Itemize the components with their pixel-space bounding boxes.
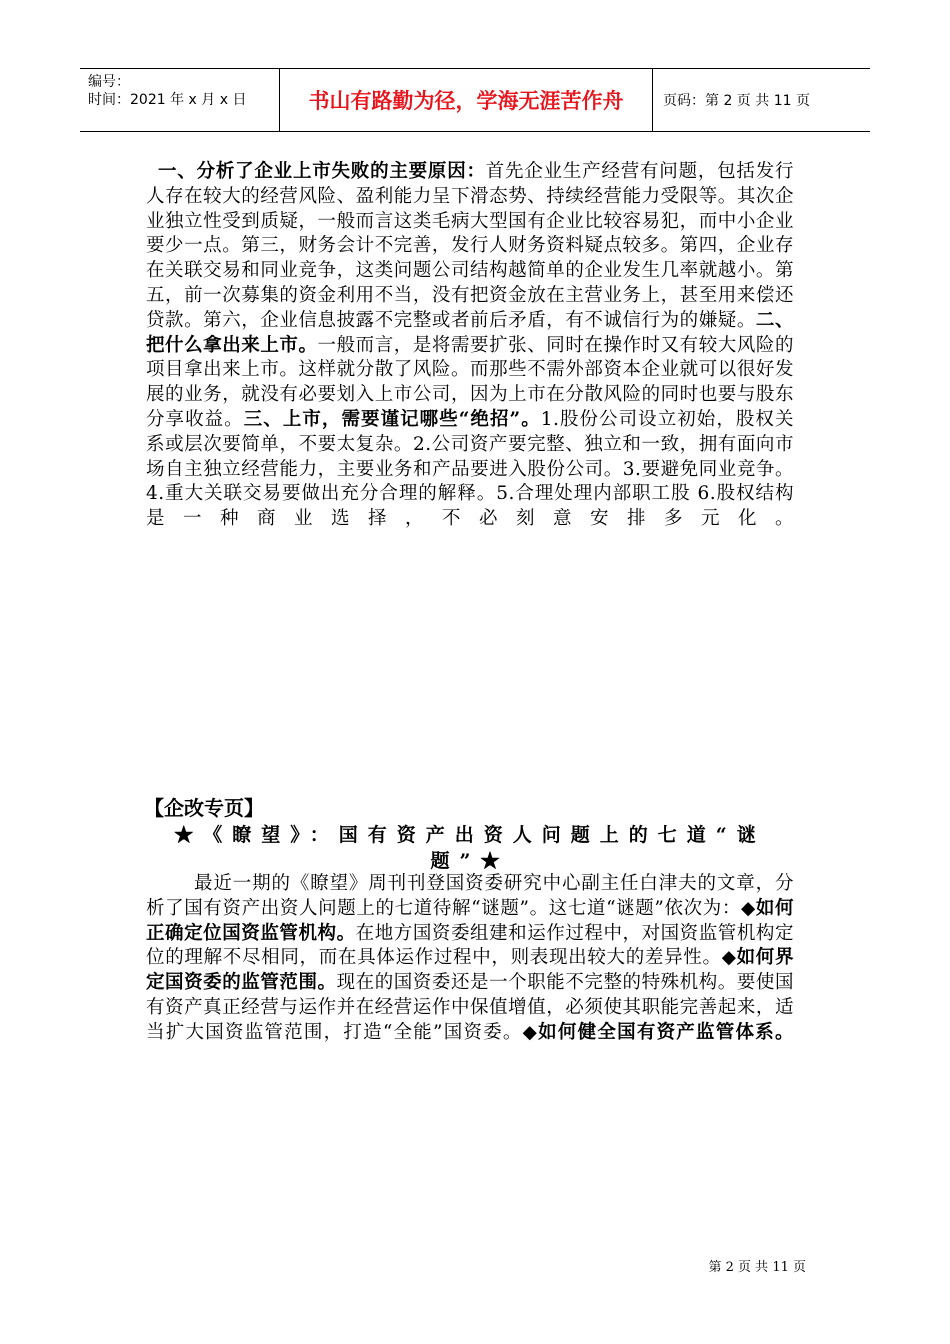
header-motto: 书山有路勤为径，学海无涯苦作舟 [280, 69, 653, 131]
text-two: 一般而言，是将需要扩张、同时在操作时又有较大风险的项目拿出来上市。这样就分散了风险。而那些不需外部资本企业就可以很好发展的业务，就没有必要划入上市公司，因为上市在分散风险的同时也要与股东分享收益。 [146, 334, 794, 430]
page-footer: 第 2 页 共 11 页 [708, 1260, 806, 1275]
paragraph-listing-causes [146, 160, 794, 532]
article-title: ★《瞭望》：国有资产出资人问题上的七道“谜题”★ [174, 824, 766, 872]
puzzle-two-text: 现在的国资委还是一个职能不完整的特殊机构。要使国有资产真正经营与运作并在经营运作中保值增值，必须使其职能完善起来，适当扩大国资监管范围，打造“全能”国资委。 [146, 972, 794, 1043]
document-time-label: 时间：2021 年 x 月 x 日 [88, 92, 247, 108]
text-one: 首先企业生产经营有问题，包括发行人存在较大的经营风险、盈利能力呈下滑态势、持续经营能力受限等。其次企业独立性受到质疑，一般而言这类毛病大型国有企业比较容易犯，而中小企业要少一点。第三，财务会计不完善，发行人财务资料疑点较多。第四，企业存在关联交易和同业竞争，这类问题公司结构越简单的企业发生几率就越小。第五，前一次募集的资金利用不当，没有把资金放在主营业务上，甚至用来偿还贷款。第六，企业信息披露不完整或者前后矛盾，有不诚信行为的嫌疑。 [146, 161, 794, 331]
header-meta [80, 69, 280, 131]
page-header [80, 68, 870, 132]
puzzle-three-heading: ◆如何健全国有资产监管体系。 [522, 1021, 794, 1043]
intro-text: 最近一期的《瞭望》周刊刊登国资委研究中心副主任白津夫的文章，分析了国有资产出资人问题上的七道待解“谜题”。这七道“谜题”依次为： [146, 873, 794, 919]
puzzle-one-heading: ◆如何正确定位国资监管机构。 [146, 897, 794, 944]
text-three: 1.股份公司设立初始，股权关系或层次要简单，不要太复杂。2.公司资产要完整、独立和一致，拥有面向市场自主独立经营能力，主要业务和产品要进入股份公司。3.要避免同业竞争。4.重大关联交易要做出充分合理的解释。5.合理处理内部职工股 6.股权结构是一种商业选择，不必刻意安排多元化。 [146, 408, 794, 530]
puzzle-two-heading: ◆如何界定国资委的监管范围。 [146, 947, 794, 994]
section-title: 【企改专页】 [144, 796, 264, 820]
heading-two: 二、把什么拿出来上市。 [146, 309, 794, 356]
document-number-label: 编号： [88, 74, 130, 90]
puzzle-one-text: 在地方国资委组建和运作过程中，对国资监管机构定位的理解不尽相同，而在具体运作过程中，则表现出较大的差异性。 [146, 922, 794, 969]
heading-one: 一、分析了企业上市失败的主要原因： [158, 161, 486, 182]
paragraph-seven-puzzles [146, 872, 794, 1046]
header-page-label: 页码：第 2 页 共 11 页 [663, 93, 810, 109]
heading-three: 三、上市，需要谨记哪些“绝招”。 [243, 408, 541, 430]
